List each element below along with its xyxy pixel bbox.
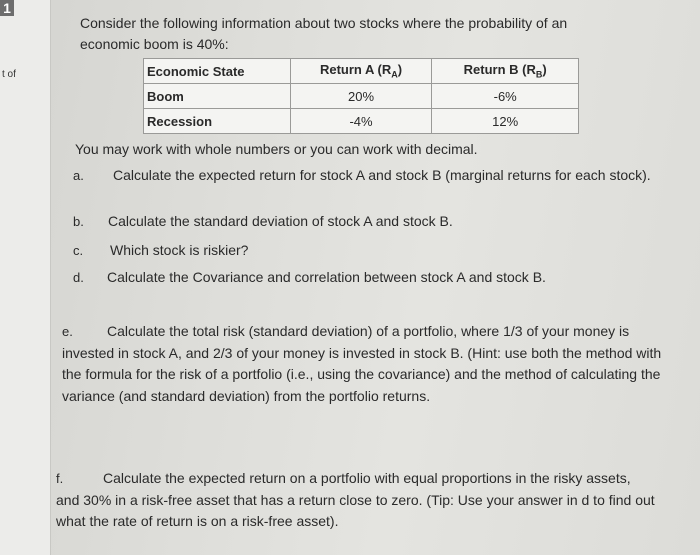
- question-e: [62, 321, 677, 407]
- question-text: Calculate the total risk (standard deviation) of a portfolio, where 1/3 of your money is invested in stock A, and 2/3 of your money is invested in stock B. (Hint: use both the method with the formula for the risk of a portfolio (i.e., using the covariance) and the method of calculating the variance (and standard deviation) from the portfolio returns.: [62, 323, 662, 404]
- question-label: d.: [73, 270, 84, 285]
- question-text: Calculate the expected return on a portfolio with equal proportions in the risky assets, and 30% in a risk-free asset that has a return close to zero. (Tip: Use your answer in d to find out what the rate of return is on a risk-free asset).: [56, 470, 655, 529]
- header-economic-state: Economic State: [144, 59, 291, 84]
- question-text: Calculate the Covariance and correlation between stock A and stock B.: [107, 269, 546, 285]
- header-return-a: Return A $(R_A)$: [290, 59, 432, 84]
- question-c: [73, 240, 633, 261]
- cell-return-a: 20%: [290, 84, 432, 109]
- cell-state: Boom: [144, 84, 291, 109]
- cell-return-a: -4%: [290, 109, 432, 134]
- sidebar: [0, 0, 51, 555]
- question-f: [56, 468, 656, 533]
- returns-table: [143, 58, 579, 134]
- table-row: [144, 109, 579, 134]
- intro-text: Consider the following information about two stocks where the probability of an economic boom is 40%:: [80, 15, 568, 52]
- question-text: Calculate the standard deviation of stock A and stock B.: [108, 213, 453, 229]
- table-row: [144, 84, 579, 109]
- question-a: [73, 165, 663, 186]
- question-label: c.: [73, 243, 84, 258]
- question-label: f.: [56, 471, 64, 486]
- question-d: [73, 267, 653, 288]
- question-number-badge: 1: [0, 0, 14, 16]
- question-label: a.: [73, 168, 84, 183]
- points-label: t of: [2, 69, 16, 80]
- cell-return-b: -6%: [432, 84, 579, 109]
- question-b: [73, 211, 633, 232]
- header-return-b: Return B $(R_B)$: [432, 59, 579, 84]
- question-label: b.: [73, 214, 84, 229]
- question-text: Calculate the expected return for stock A and stock B (marginal returns for each stock).: [113, 167, 651, 183]
- cell-state: Recession: [144, 109, 291, 134]
- table-header-row: [144, 59, 579, 84]
- question-text: Which stock is riskier?: [110, 242, 249, 258]
- instruction-note: You may work with whole numbers or you can work with decimal.: [75, 141, 478, 157]
- question-label: e.: [62, 324, 73, 339]
- cell-return-b: 12%: [432, 109, 579, 134]
